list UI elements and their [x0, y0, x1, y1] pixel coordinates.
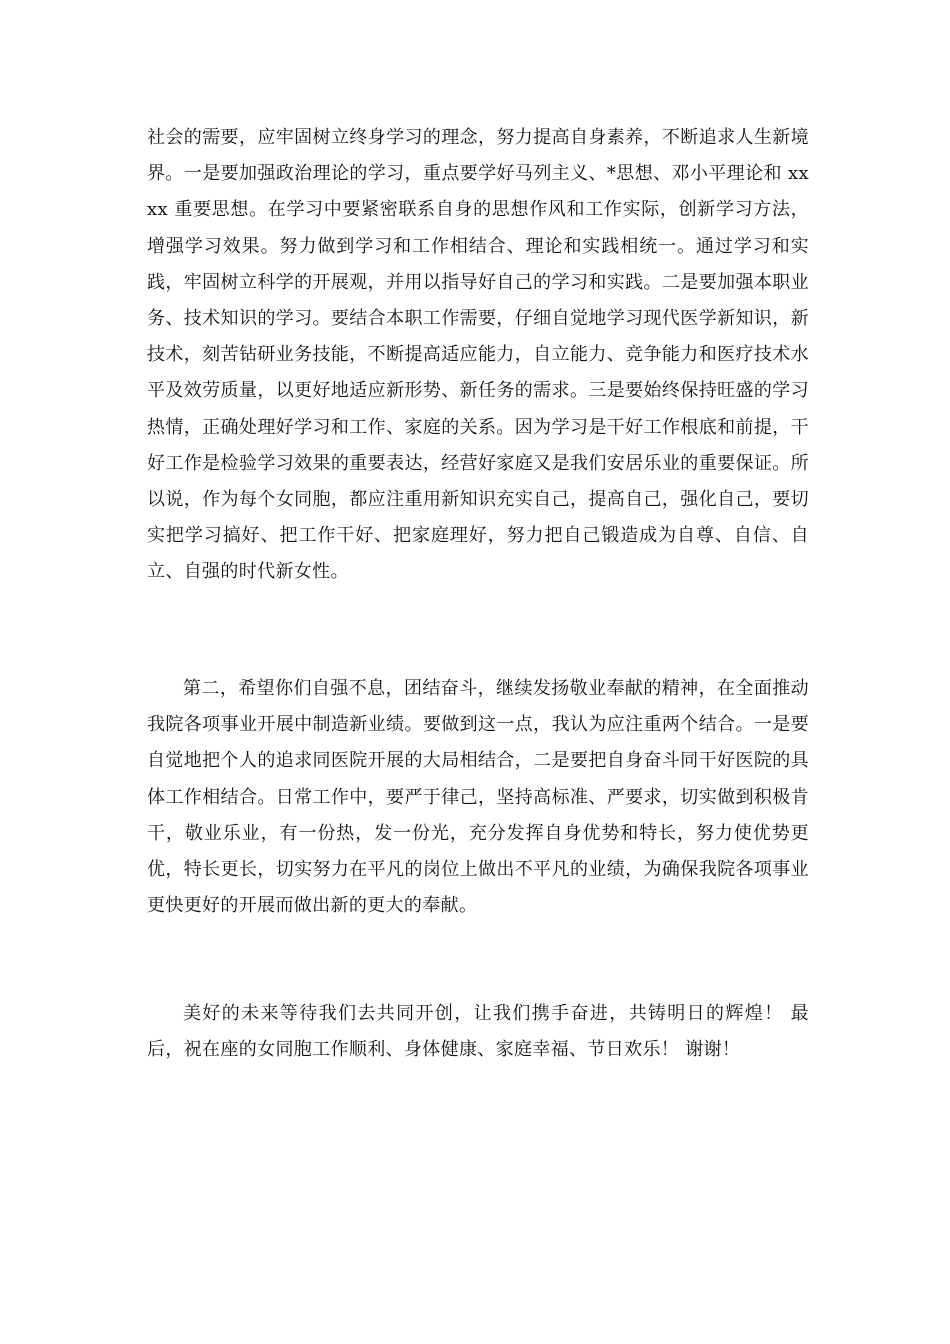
- body-paragraph-2: 第二，希望你们自强不息，团结奋斗，继续发扬敬业奉献的精神，在全面推动我院各项事业开展中制造新业绩。要做到这一点，我认为应注重两个结合。一是要自觉地把个人的追求同医院开展的大局相结合，二是要把自身奋斗同干好医院的具体工作相结合。日常工作中，要严于律己，坚持高标准、严要求，切实做到积极肯干，敬业乐业，有一份热，发一份光，充分发挥自身优势和特长，努力使优势更优，特长更长，切实努力在平凡的岗位上做出不平凡的业绩，为确保我院各项事业更快更好的开展而做出新的更大的奉献。: [147, 678, 809, 917]
- body-paragraph-1: 社会的需要，应牢固树立终身学习的理念，努力提高自身素养，不断追求人生新境界。一是要加强政治理论的学习，重点要学好马列主义、*思想、邓小平理论和 xxxx 重要思想。在学习中要紧密联系自身的思想作风和工作实际，创新学习方法，增强学习效果。努力做到学习和工作相结合、理论和实践相统一。通过学习和实践，牢固树立科学的开展观，并用以指导好自己的学习和实践。二是要加强本职业务、技术知识的学习。要结合本职工作需要，仔细自觉地学习现代医学新知识，新技术，刻苦钻研业务技能，不断提高适应能力，自立能力、竞争能力和医疗技术水平及效劳质量，以更好地适应新形势、新任务的需求。三是要始终保持旺盛的学习热情，正确处理好学习和工作、家庭的关系。因为学习是干好工作根底和前提，干好工作是检验学习效果的重要表达，经营好家庭又是我们安居乐业的重要保证。所以说，作为每个女同胞，都应注重用新知识充实自己，提高自己，强化自己，要切实把学习搞好、把工作干好、把家庭理好，努力把自己锻造成为自尊、自信、自立、自强的时代新女性。: [147, 127, 809, 583]
- body-paragraph-3: 美好的未来等待我们去共同开创，让我们携手奋进，共铸明日的辉煌！ 最后，祝在座的女同胞工作顺利、身体健康、家庭幸福、节日欢乐！ 谢谢！: [147, 1003, 809, 1061]
